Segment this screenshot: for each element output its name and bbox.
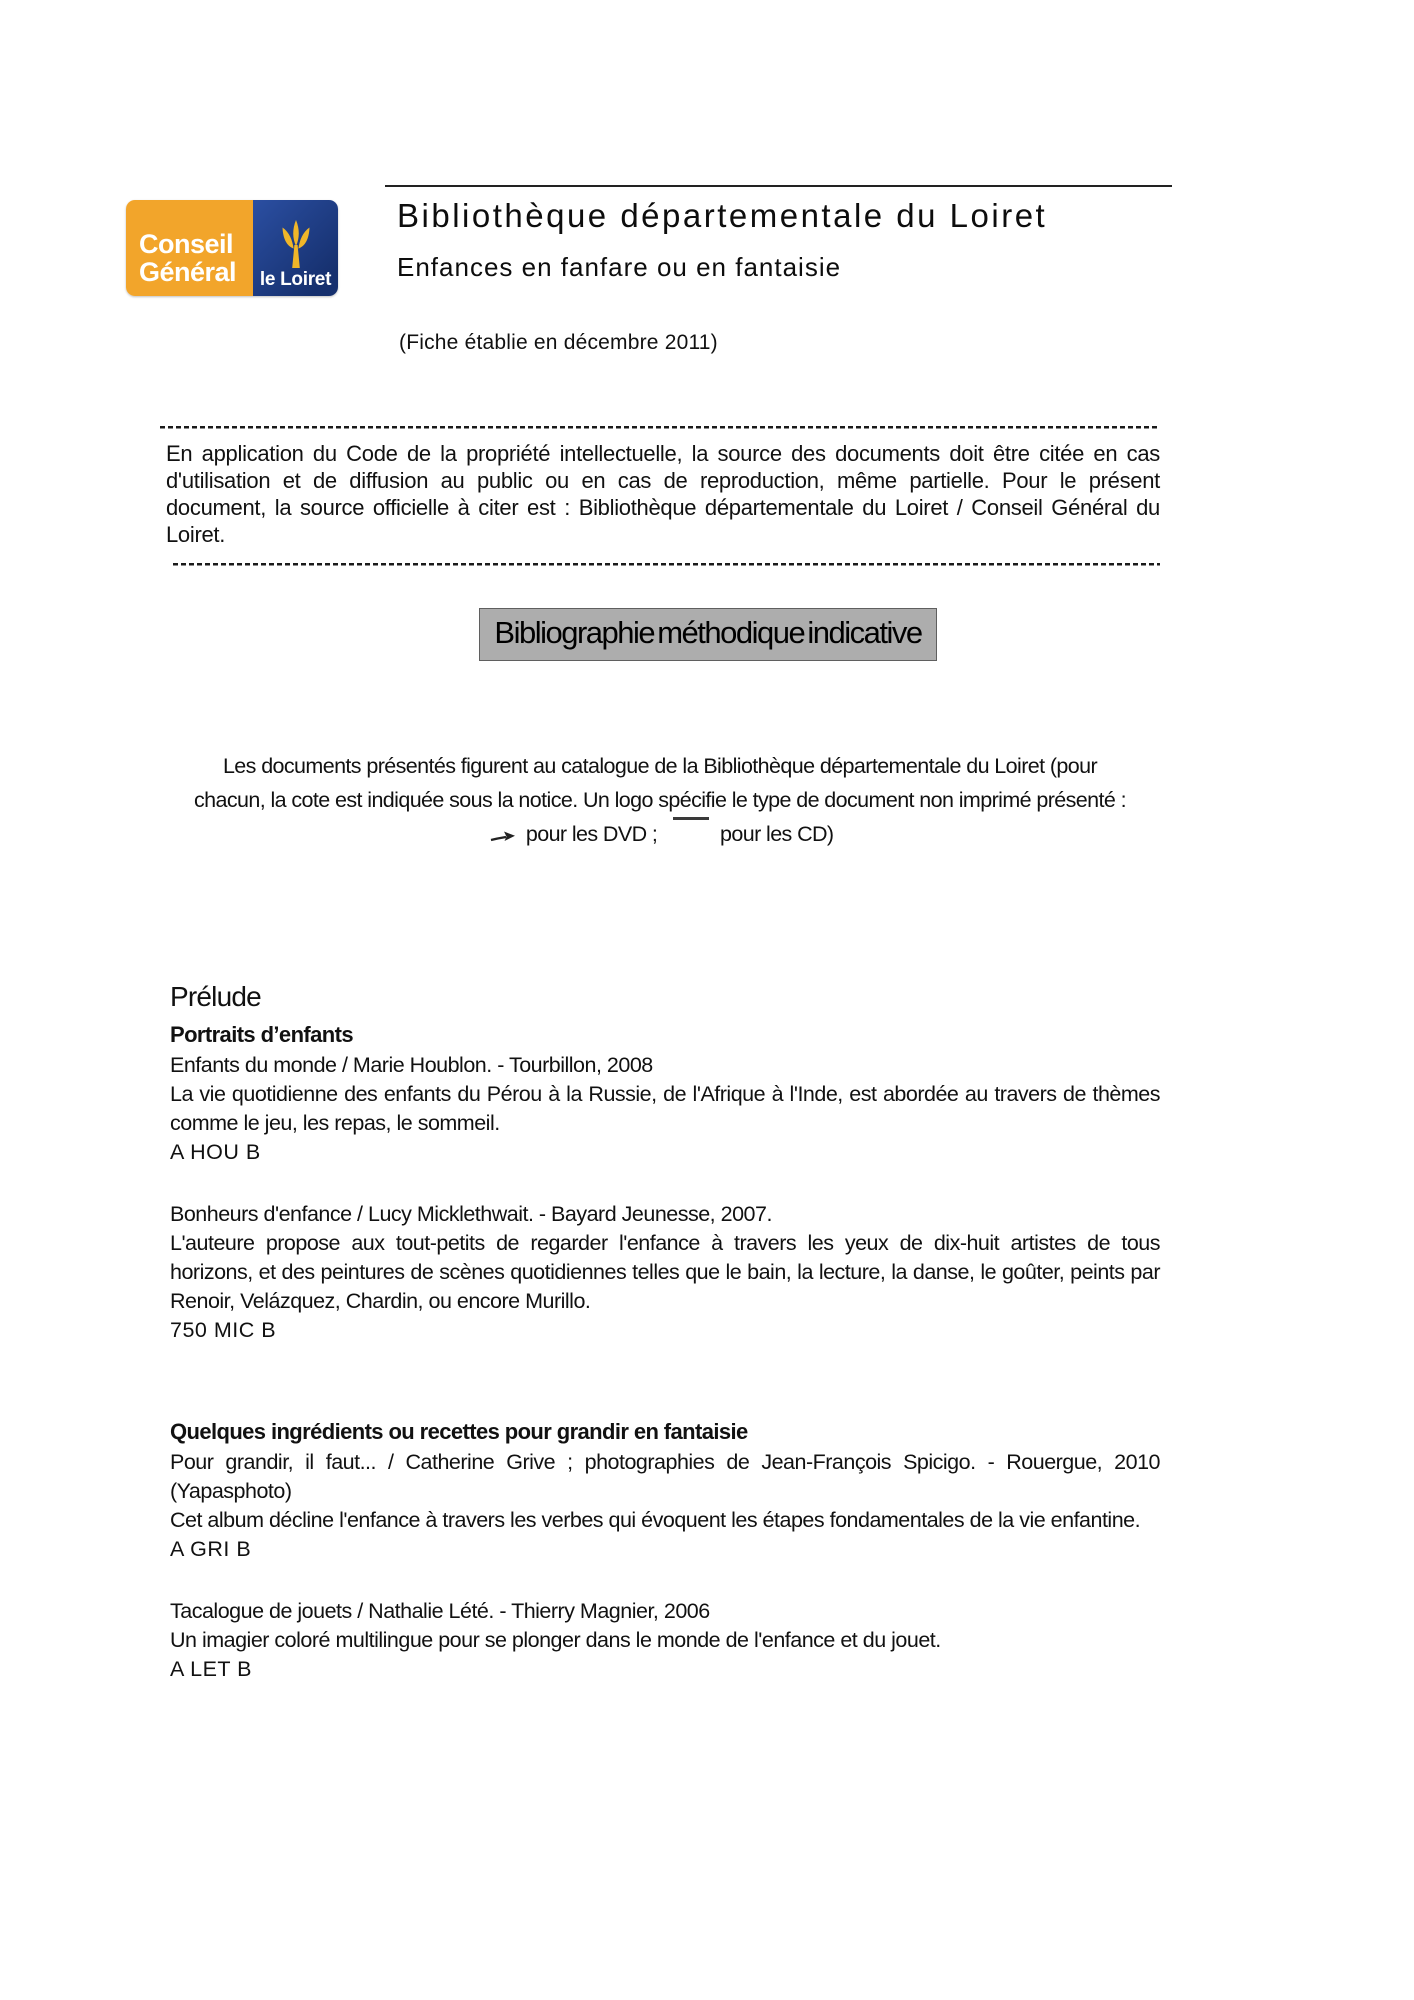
entry-description: Cet album décline l'enfance à travers les verbes qui évoquent les étapes fondamentales de la vie enfantine.: [170, 1508, 1141, 1532]
copyright-notice: En application du Code de la propriété intellectuelle, la source des documents doit être citée en cas d'utilisation et de diffusion au public ou en cas de reproduction, même partielle. Pour le présent document, la source officielle à citer est : Bibliothèque départementale du Loiret / Conseil Général du Loiret.: [166, 441, 1160, 547]
logo-orange-panel: [126, 200, 253, 296]
intro-paragraph: [190, 749, 1130, 851]
sub-heading-ingredients: Quelques ingrédients ou recettes pour grandir en fantaisie: [170, 1419, 748, 1444]
dashed-separator-top: [160, 426, 1160, 429]
bibliography-entry: [170, 1200, 1160, 1345]
entry-title: Pour grandir, il faut... / Catherine Grive ; photographies de Jean-François Spicigo. - Rouergue, 2010 (Yapasphoto): [170, 1450, 1160, 1503]
logo-text-conseil: Conseil: [139, 229, 234, 259]
cd-line-icon: [673, 817, 709, 837]
conseil-general-loiret-logo: [126, 200, 338, 296]
masthead-rule: [385, 185, 1172, 187]
sub-heading-portraits: Portraits d’enfants: [170, 1022, 353, 1047]
fiche-date-note: (Fiche établie en décembre 2011): [399, 331, 718, 354]
entry-callnumber: 750 MIC B: [170, 1318, 277, 1342]
bibliography-title: Bibliographie méthodique indicative: [479, 608, 936, 661]
entry-description: L'auteure propose aux tout-petits de regarder l'enfance à travers les yeux de dix-huit artistes de tous horizons, et des peintures de scènes quotidiennes telles que le bain, la lecture, la danse, le goûter, peints par Renoir, Velázquez, Chardin, ou encore Murillo.: [170, 1231, 1160, 1313]
entry-title: Enfants du monde / Marie Houblon. - Tourbillon, 2008: [170, 1053, 653, 1077]
intro-cd-label: pour les CD): [720, 822, 834, 846]
entry-callnumber: A GRI B: [170, 1537, 252, 1561]
entry-callnumber: A HOU B: [170, 1140, 261, 1164]
logo-text-general: Général: [139, 257, 237, 287]
document-body: [160, 426, 1160, 1684]
page-subtitle: Enfances en fanfare ou en fantaisie: [397, 252, 842, 282]
bibliography-entry: [170, 1051, 1160, 1167]
entry-description: La vie quotidienne des enfants du Pérou à la Russie, de l'Afrique à l'Inde, est abordée au travers de thèmes comme le jeu, les repas, le sommeil.: [170, 1082, 1160, 1135]
bibliography-entry: [170, 1448, 1160, 1564]
fleur-de-lis-icon: [276, 219, 316, 269]
dvd-arrow-icon: [490, 828, 516, 843]
logo-blue-panel: [253, 200, 338, 296]
masthead: [385, 185, 1172, 355]
bibliography-entry: [170, 1597, 1160, 1684]
main-title-wrap: [160, 608, 1160, 661]
entry-callnumber: A LET B: [170, 1657, 252, 1681]
entry-description: Un imagier coloré multilingue pour se plonger dans le monde de l'enfance et du jouet.: [170, 1628, 941, 1652]
entry-title: Bonheurs d'enfance / Lucy Micklethwait. - Bayard Jeunesse, 2007.: [170, 1202, 772, 1226]
dashed-separator-bottom: [173, 563, 1160, 566]
intro-text: Les documents présentés figurent au catalogue de la Bibliothèque départementale du Loiret (pour chacun, la cote est indiquée sous la notice. Un logo spécifie le type de document non imprimé présenté :: [194, 754, 1126, 812]
logo-text-le-loiret: le Loiret: [259, 269, 332, 290]
page-title: Bibliothèque départementale du Loiret: [397, 197, 1048, 234]
entry-title: Tacalogue de jouets / Nathalie Lété. - Thierry Magnier, 2006: [170, 1599, 710, 1623]
section-heading-prelude: Prélude: [170, 981, 261, 1012]
intro-dvd-label: pour les DVD ;: [525, 822, 658, 846]
